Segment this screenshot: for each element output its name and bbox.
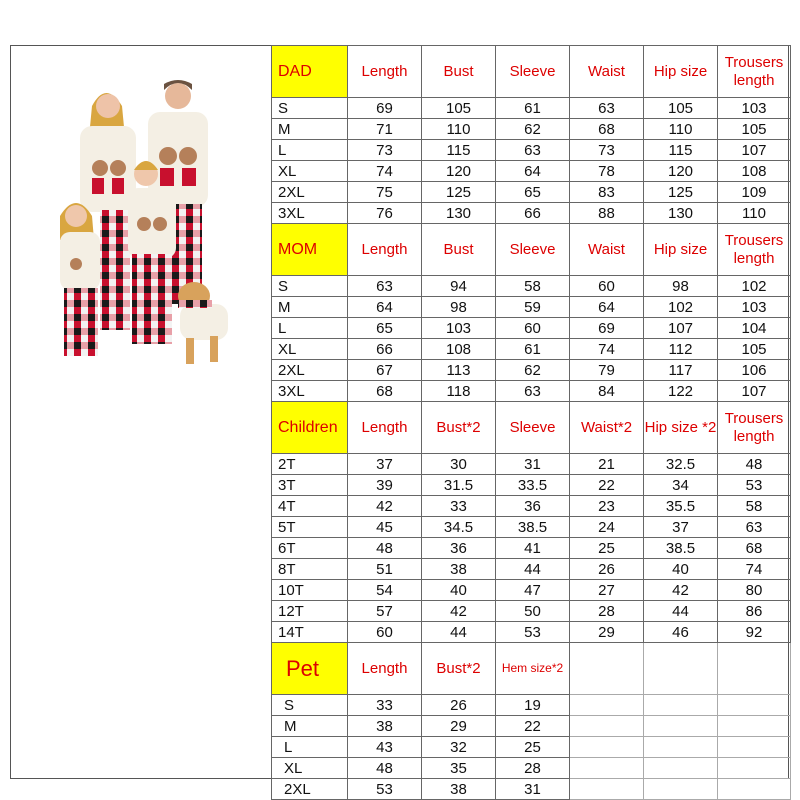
measurement-cell: 73 <box>348 140 422 161</box>
table-row <box>272 276 791 297</box>
measurement-cell: 59 <box>496 297 570 318</box>
measurement-cell: 54 <box>348 580 422 601</box>
size-label: 2XL <box>272 182 348 203</box>
measurement-cell: 62 <box>496 360 570 381</box>
measurement-cell: 63 <box>348 276 422 297</box>
measurement-cell: 46 <box>644 622 718 643</box>
table-row <box>272 98 791 119</box>
measurement-cell: 33 <box>422 496 496 517</box>
dad-column-header: Trousers length <box>718 46 791 98</box>
empty-cell <box>570 716 644 737</box>
measurement-cell: 60 <box>570 276 644 297</box>
mom-column-header: Bust <box>422 224 496 276</box>
dog-figure <box>178 282 228 364</box>
measurement-cell: 19 <box>496 695 570 716</box>
size-label: 5T <box>272 517 348 538</box>
mom-column-header: Waist <box>570 224 644 276</box>
measurement-cell: 120 <box>644 161 718 182</box>
measurement-cell: 42 <box>422 601 496 622</box>
empty-cell <box>570 695 644 716</box>
measurement-cell: 34 <box>644 475 718 496</box>
dad-column-header: Sleeve <box>496 46 570 98</box>
measurement-cell: 53 <box>718 475 791 496</box>
measurement-cell: 69 <box>570 318 644 339</box>
measurement-cell: 26 <box>422 695 496 716</box>
measurement-cell: 115 <box>422 140 496 161</box>
children-column-header: Hip size *2 <box>644 402 718 454</box>
size-label: L <box>272 318 348 339</box>
size-label: M <box>272 119 348 140</box>
measurement-cell: 68 <box>570 119 644 140</box>
measurement-cell: 71 <box>348 119 422 140</box>
measurement-cell: 32.5 <box>644 454 718 475</box>
dad-column-header: Bust <box>422 46 496 98</box>
measurement-cell: 113 <box>422 360 496 381</box>
measurement-cell: 110 <box>644 119 718 140</box>
measurement-cell: 68 <box>718 538 791 559</box>
measurement-cell: 106 <box>718 360 791 381</box>
table-row <box>272 538 791 559</box>
empty-cell <box>718 716 791 737</box>
measurement-cell: 28 <box>570 601 644 622</box>
measurement-cell: 74 <box>570 339 644 360</box>
measurement-cell: 29 <box>570 622 644 643</box>
dad-column-header: Hip size <box>644 46 718 98</box>
table-row <box>272 580 791 601</box>
table-row <box>272 475 791 496</box>
table-row <box>272 297 791 318</box>
measurement-cell: 30 <box>422 454 496 475</box>
measurement-cell: 107 <box>718 140 791 161</box>
empty-cell <box>644 737 718 758</box>
measurement-cell: 35.5 <box>644 496 718 517</box>
size-label: 3XL <box>272 203 348 224</box>
measurement-cell: 24 <box>570 517 644 538</box>
size-label: 10T <box>272 580 348 601</box>
measurement-cell: 64 <box>570 297 644 318</box>
size-label: XL <box>272 339 348 360</box>
table-row <box>272 695 791 716</box>
table-row <box>272 182 791 203</box>
measurement-cell: 50 <box>496 601 570 622</box>
measurement-cell: 75 <box>348 182 422 203</box>
mom-column-header: Trousers length <box>718 224 791 276</box>
size-label: 6T <box>272 538 348 559</box>
children-header-row <box>272 402 791 454</box>
measurement-cell: 74 <box>348 161 422 182</box>
measurement-cell: 69 <box>348 98 422 119</box>
size-label: S <box>272 276 348 297</box>
measurement-cell: 109 <box>718 182 791 203</box>
measurement-cell: 28 <box>496 758 570 779</box>
measurement-cell: 43 <box>348 737 422 758</box>
measurement-cell: 36 <box>422 538 496 559</box>
measurement-cell: 27 <box>570 580 644 601</box>
measurement-cell: 112 <box>644 339 718 360</box>
table-row <box>272 161 791 182</box>
table-row <box>272 622 791 643</box>
size-label: M <box>272 297 348 318</box>
measurement-cell: 108 <box>718 161 791 182</box>
measurement-cell: 58 <box>496 276 570 297</box>
measurement-cell: 68 <box>348 381 422 402</box>
dad-column-header: Waist <box>570 46 644 98</box>
measurement-cell: 37 <box>644 517 718 538</box>
size-label: 3XL <box>272 381 348 402</box>
measurement-cell: 110 <box>718 203 791 224</box>
empty-cell <box>718 779 791 800</box>
measurement-cell: 51 <box>348 559 422 580</box>
measurement-cell: 108 <box>422 339 496 360</box>
measurement-cell: 102 <box>718 276 791 297</box>
size-label: 14T <box>272 622 348 643</box>
table-row <box>272 559 791 580</box>
measurement-cell: 32 <box>422 737 496 758</box>
measurement-cell: 25 <box>570 538 644 559</box>
empty-cell <box>570 779 644 800</box>
measurement-cell: 66 <box>348 339 422 360</box>
girl-figure <box>60 203 100 356</box>
measurement-cell: 63 <box>570 98 644 119</box>
pet-column-header: Bust*2 <box>422 643 496 695</box>
empty-cell <box>718 695 791 716</box>
measurement-cell: 63 <box>496 381 570 402</box>
mom-section-title: MOM <box>272 224 348 276</box>
measurement-cell: 26 <box>570 559 644 580</box>
children-column-header: Sleeve <box>496 402 570 454</box>
measurement-cell: 48 <box>718 454 791 475</box>
measurement-cell: 64 <box>496 161 570 182</box>
table-row <box>272 339 791 360</box>
size-label: 3T <box>272 475 348 496</box>
children-column-header: Length <box>348 402 422 454</box>
measurement-cell: 39 <box>348 475 422 496</box>
boy-figure <box>128 161 176 344</box>
measurement-cell: 45 <box>348 517 422 538</box>
measurement-cell: 48 <box>348 758 422 779</box>
empty-cell <box>570 643 644 695</box>
measurement-cell: 118 <box>422 381 496 402</box>
children-column-header: Trousers length <box>718 402 791 454</box>
measurement-cell: 86 <box>718 601 791 622</box>
family-pajamas-photo <box>60 76 240 370</box>
measurement-cell: 105 <box>718 339 791 360</box>
measurement-cell: 64 <box>348 297 422 318</box>
measurement-cell: 73 <box>570 140 644 161</box>
children-section-title: Children <box>272 402 348 454</box>
measurement-cell: 74 <box>718 559 791 580</box>
measurement-cell: 63 <box>496 140 570 161</box>
pet-header-row <box>272 643 791 695</box>
measurement-cell: 61 <box>496 98 570 119</box>
measurement-cell: 80 <box>718 580 791 601</box>
measurement-cell: 44 <box>422 622 496 643</box>
measurement-cell: 38 <box>422 559 496 580</box>
measurement-cell: 107 <box>718 381 791 402</box>
measurement-cell: 44 <box>496 559 570 580</box>
measurement-cell: 38.5 <box>644 538 718 559</box>
measurement-cell: 98 <box>422 297 496 318</box>
measurement-cell: 94 <box>422 276 496 297</box>
size-label: M <box>272 716 348 737</box>
table-row <box>272 496 791 517</box>
table-row <box>272 601 791 622</box>
measurement-cell: 47 <box>496 580 570 601</box>
pet-column-header: Length <box>348 643 422 695</box>
size-label: XL <box>272 758 348 779</box>
size-label: XL <box>272 161 348 182</box>
size-label: 2XL <box>272 779 348 800</box>
empty-cell <box>570 737 644 758</box>
table-row <box>272 779 791 800</box>
mom-column-header: Length <box>348 224 422 276</box>
table-row <box>272 517 791 538</box>
table-row <box>272 203 791 224</box>
measurement-cell: 23 <box>570 496 644 517</box>
measurement-cell: 130 <box>422 203 496 224</box>
measurement-cell: 60 <box>496 318 570 339</box>
measurement-cell: 67 <box>348 360 422 381</box>
table-row <box>272 454 791 475</box>
pet-section-title: Pet <box>272 643 348 695</box>
measurement-cell: 65 <box>348 318 422 339</box>
measurement-cell: 22 <box>496 716 570 737</box>
measurement-cell: 78 <box>570 161 644 182</box>
measurement-cell: 36 <box>496 496 570 517</box>
table-row <box>272 360 791 381</box>
empty-cell <box>644 695 718 716</box>
measurement-cell: 117 <box>644 360 718 381</box>
measurement-cell: 22 <box>570 475 644 496</box>
size-label: 4T <box>272 496 348 517</box>
measurement-cell: 57 <box>348 601 422 622</box>
size-label: L <box>272 140 348 161</box>
measurement-cell: 41 <box>496 538 570 559</box>
measurement-cell: 105 <box>718 119 791 140</box>
table-row <box>272 140 791 161</box>
measurement-cell: 37 <box>348 454 422 475</box>
measurement-cell: 103 <box>718 98 791 119</box>
dad-section-title: DAD <box>272 46 348 98</box>
measurement-cell: 38.5 <box>496 517 570 538</box>
measurement-cell: 65 <box>496 182 570 203</box>
measurement-cell: 104 <box>718 318 791 339</box>
measurement-cell: 33.5 <box>496 475 570 496</box>
empty-cell <box>718 643 791 695</box>
mom-column-header: Sleeve <box>496 224 570 276</box>
size-chart-table <box>271 45 791 800</box>
measurement-cell: 31.5 <box>422 475 496 496</box>
measurement-cell: 122 <box>644 381 718 402</box>
measurement-cell: 33 <box>348 695 422 716</box>
measurement-cell: 125 <box>422 182 496 203</box>
table-row <box>272 716 791 737</box>
measurement-cell: 79 <box>570 360 644 381</box>
measurement-cell: 115 <box>644 140 718 161</box>
table-row <box>272 381 791 402</box>
measurement-cell: 66 <box>496 203 570 224</box>
measurement-cell: 110 <box>422 119 496 140</box>
measurement-cell: 102 <box>644 297 718 318</box>
measurement-cell: 35 <box>422 758 496 779</box>
measurement-cell: 130 <box>644 203 718 224</box>
size-label: S <box>272 695 348 716</box>
measurement-cell: 38 <box>348 716 422 737</box>
measurement-cell: 34.5 <box>422 517 496 538</box>
measurement-cell: 105 <box>422 98 496 119</box>
dad-column-header: Length <box>348 46 422 98</box>
table-row <box>272 737 791 758</box>
measurement-cell: 125 <box>644 182 718 203</box>
size-label: L <box>272 737 348 758</box>
measurement-cell: 63 <box>718 517 791 538</box>
measurement-cell: 53 <box>348 779 422 800</box>
measurement-cell: 88 <box>570 203 644 224</box>
size-label: 8T <box>272 559 348 580</box>
children-column-header: Waist*2 <box>570 402 644 454</box>
measurement-cell: 25 <box>496 737 570 758</box>
measurement-cell: 21 <box>570 454 644 475</box>
measurement-cell: 76 <box>348 203 422 224</box>
empty-cell <box>718 758 791 779</box>
measurement-cell: 38 <box>422 779 496 800</box>
measurement-cell: 53 <box>496 622 570 643</box>
measurement-cell: 107 <box>644 318 718 339</box>
measurement-cell: 31 <box>496 454 570 475</box>
measurement-cell: 61 <box>496 339 570 360</box>
empty-cell <box>570 758 644 779</box>
measurement-cell: 62 <box>496 119 570 140</box>
mom-column-header: Hip size <box>644 224 718 276</box>
measurement-cell: 42 <box>644 580 718 601</box>
size-label: 2XL <box>272 360 348 381</box>
measurement-cell: 60 <box>348 622 422 643</box>
empty-cell <box>644 779 718 800</box>
empty-cell <box>644 643 718 695</box>
measurement-cell: 83 <box>570 182 644 203</box>
measurement-cell: 120 <box>422 161 496 182</box>
table-row <box>272 318 791 339</box>
measurement-cell: 105 <box>644 98 718 119</box>
measurement-cell: 58 <box>718 496 791 517</box>
dad-header-row <box>272 46 791 98</box>
measurement-cell: 103 <box>422 318 496 339</box>
measurement-cell: 103 <box>718 297 791 318</box>
empty-cell <box>718 737 791 758</box>
measurement-cell: 84 <box>570 381 644 402</box>
measurement-cell: 40 <box>422 580 496 601</box>
children-column-header: Bust*2 <box>422 402 496 454</box>
measurement-cell: 29 <box>422 716 496 737</box>
mom-header-row <box>272 224 791 276</box>
size-label: 12T <box>272 601 348 622</box>
measurement-cell: 92 <box>718 622 791 643</box>
empty-cell <box>644 716 718 737</box>
size-label: 2T <box>272 454 348 475</box>
measurement-cell: 31 <box>496 779 570 800</box>
measurement-cell: 98 <box>644 276 718 297</box>
size-label: S <box>272 98 348 119</box>
measurement-cell: 44 <box>644 601 718 622</box>
measurement-cell: 48 <box>348 538 422 559</box>
pet-column-header: Hem size*2 <box>496 643 570 695</box>
empty-cell <box>644 758 718 779</box>
table-row <box>272 119 791 140</box>
table-row <box>272 758 791 779</box>
measurement-cell: 42 <box>348 496 422 517</box>
measurement-cell: 40 <box>644 559 718 580</box>
